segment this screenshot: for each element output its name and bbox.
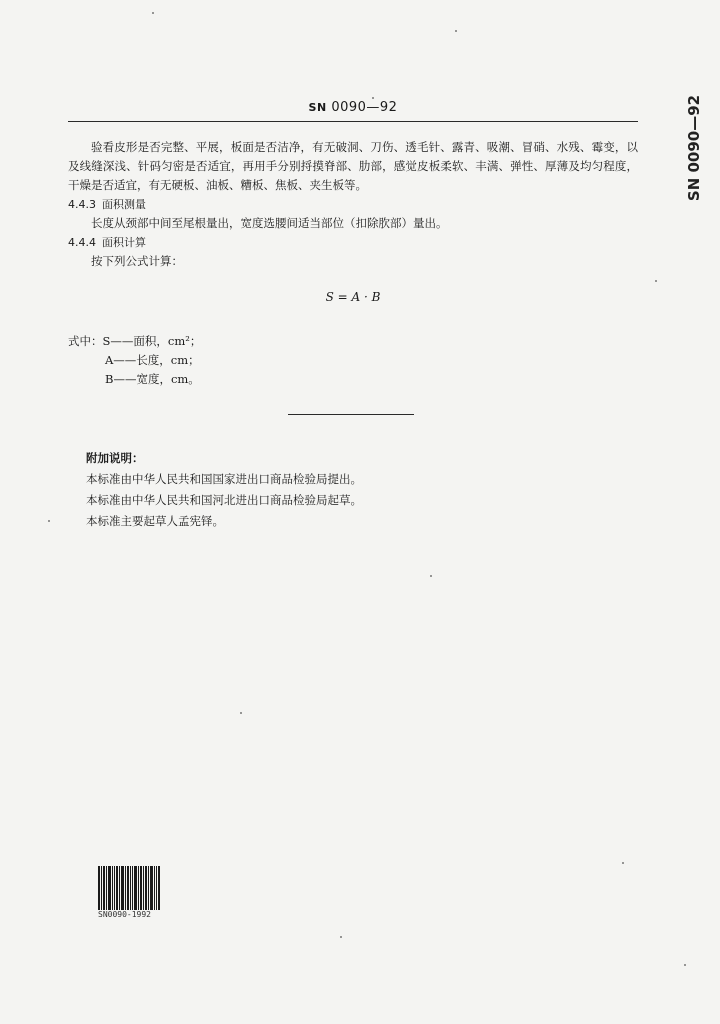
section-text-443: 长度从颈部中间至尾根量出，宽度选腰间适当部位（扣除肷部）量出。 bbox=[91, 216, 448, 230]
scan-speck bbox=[655, 280, 657, 282]
legend-line-b: B——宽度，cm。 bbox=[105, 372, 200, 386]
section-title: 面积测量 bbox=[102, 198, 146, 211]
scan-speck bbox=[455, 30, 457, 32]
standard-number: 0090—92 bbox=[331, 100, 398, 115]
formula-legend bbox=[68, 332, 468, 389]
section-number: 4.4.3 bbox=[68, 198, 96, 211]
barcode-label: SN0090-1992 bbox=[98, 910, 151, 919]
side-code-text: SN 0090—92 bbox=[685, 94, 703, 202]
header-rule bbox=[68, 121, 638, 122]
scan-speck bbox=[622, 862, 624, 864]
section-number: 4.4.4 bbox=[68, 236, 96, 249]
scan-speck bbox=[340, 936, 342, 938]
legend-line-s: 式中：S——面积，cm²； bbox=[68, 334, 202, 348]
section-title: 面积计算 bbox=[102, 236, 146, 249]
notes-line: 本标准主要起草人孟宪铎。 bbox=[86, 514, 224, 528]
notes-line: 本标准由中华人民共和国国家进出口商品检验局提出。 bbox=[86, 472, 362, 486]
section-text-444: 按下列公式计算： bbox=[91, 254, 183, 268]
scan-speck bbox=[372, 97, 374, 99]
end-rule bbox=[288, 414, 414, 415]
side-standard-code bbox=[682, 86, 706, 210]
section-heading-444 bbox=[68, 233, 638, 252]
scan-speck bbox=[48, 520, 50, 522]
area-formula: S = A · B bbox=[325, 290, 381, 304]
page-header bbox=[68, 100, 638, 115]
scan-speck bbox=[240, 712, 242, 714]
legend-line-a: A——长度，cm； bbox=[105, 353, 200, 367]
additional-notes bbox=[86, 448, 586, 532]
scan-speck bbox=[152, 12, 154, 14]
barcode-image bbox=[98, 866, 160, 910]
scan-speck bbox=[430, 575, 432, 577]
section-heading-443 bbox=[68, 195, 638, 214]
notes-title: 附加说明： bbox=[86, 451, 144, 465]
standard-prefix: SN bbox=[308, 101, 327, 114]
body-text bbox=[68, 138, 638, 271]
scan-speck bbox=[684, 964, 686, 966]
notes-line: 本标准由中华人民共和国河北进出口商品检验局起草。 bbox=[86, 493, 362, 507]
paragraph-inspection: 验看皮形是否完整、平展，板面是否洁净，有无破洞、刀伤、透毛针、露青、吸潮、冒硝、水残、霉变，以及线缝深浅、针码匀密是否适宜，再用手分别捋摸脊部、肋部，感觉皮板柔软、丰满、弹性、厚薄及均匀程度，干燥是否适宜，有无硬板、油板、糟板、焦板、夹生板等。 bbox=[68, 140, 638, 192]
